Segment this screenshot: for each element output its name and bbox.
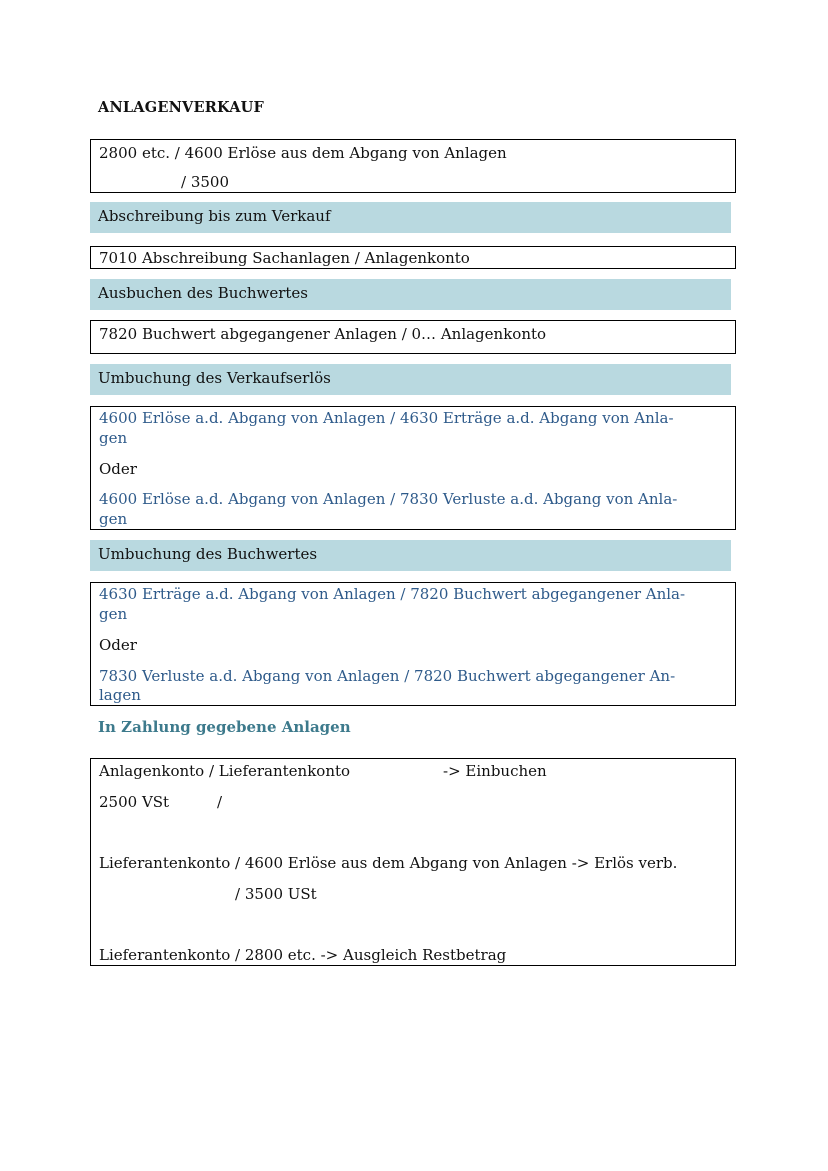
entry-box-trade-in	[90, 758, 736, 966]
entry-box-book-value-transfer	[90, 582, 736, 706]
entry-line: 4630 Erträge a.d. Abgang von Anlagen / 7820 Buchwert abgegangener Anla-	[99, 585, 686, 603]
entry-line: Lieferantenkonto / 4600 Erlöse aus dem Abgang von Anlagen -> Erlös verb.	[99, 854, 678, 872]
entry-line-oder: Oder	[99, 460, 137, 478]
entry-line: 2500 VSt	[99, 793, 170, 811]
section-heading-trade-in: In Zahlung gegebene Anlagen	[98, 718, 351, 736]
entry-line: 7010 Abschreibung Sachanlagen / Anlagenkonto	[99, 249, 470, 267]
entry-line: / 3500	[181, 173, 229, 191]
entry-line: gen	[99, 429, 128, 447]
entry-line: 4600 Erlöse a.d. Abgang von Anlagen / 4630 Erträge a.d. Abgang von Anla-	[99, 409, 674, 427]
section-band-book-value: Ausbuchen des Buchwertes	[90, 279, 731, 310]
page-title: ANLAGENVERKAUF	[98, 99, 264, 116]
entry-line-oder: Oder	[99, 636, 137, 654]
entry-box-depreciation	[90, 246, 736, 269]
entry-line: /	[217, 793, 223, 811]
entry-line: Anlagenkonto / Lieferantenkonto	[99, 762, 351, 780]
entry-box-sale	[90, 139, 736, 193]
entry-line: gen	[99, 510, 128, 528]
section-band-sales-proceeds: Umbuchung des Verkaufserlös	[90, 364, 731, 395]
entry-box-book-value	[90, 320, 736, 354]
entry-line: 7830 Verluste a.d. Abgang von Anlagen / 7820 Buchwert abgegangener An-	[99, 667, 676, 685]
entry-line: / 3500 USt	[235, 885, 317, 903]
entry-box-sales-proceeds	[90, 406, 736, 530]
entry-line: Lieferantenkonto / 2800 etc. -> Ausgleich Restbetrag	[99, 946, 507, 964]
entry-line: -> Einbuchen	[443, 762, 547, 780]
entry-line: 7820 Buchwert abgegangener Anlagen / 0… Anlagenkonto	[99, 325, 547, 343]
entry-line: gen	[99, 605, 128, 623]
section-band-depreciation: Abschreibung bis zum Verkauf	[90, 202, 731, 233]
entry-line: 2800 etc. / 4600 Erlöse aus dem Abgang von Anlagen	[99, 144, 507, 162]
entry-line: 4600 Erlöse a.d. Abgang von Anlagen / 7830 Verluste a.d. Abgang von Anla-	[99, 490, 678, 508]
section-band-book-value-transfer: Umbuchung des Buchwertes	[90, 540, 731, 571]
entry-line: lagen	[99, 686, 141, 704]
